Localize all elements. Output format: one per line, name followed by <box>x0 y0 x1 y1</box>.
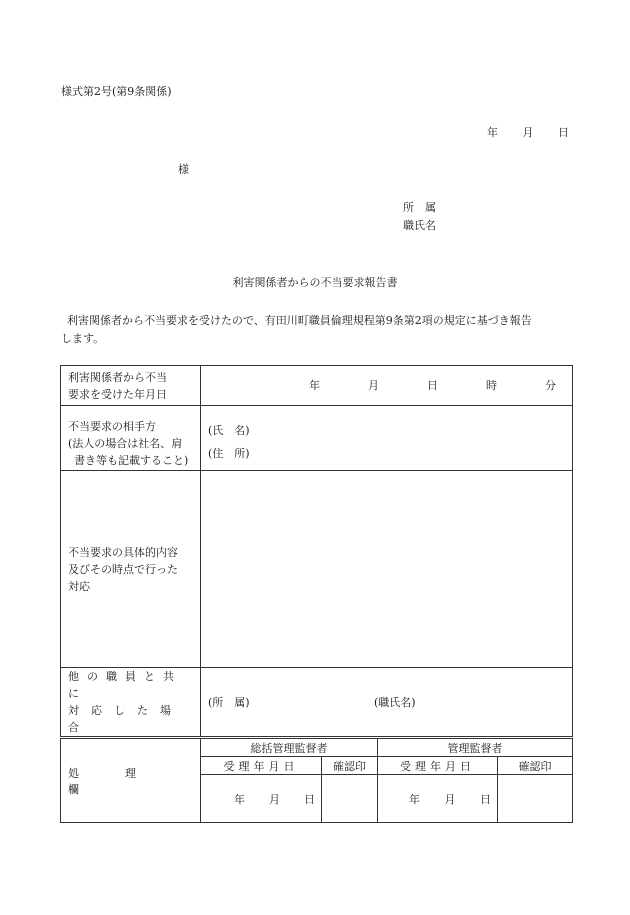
supervisor-header: 管理監督者 <box>378 739 573 757</box>
table-row <box>61 406 573 471</box>
general-month-unit: 月 <box>269 792 280 806</box>
form-number: 様式第2号(第9条関係) <box>61 85 172 98</box>
label-line: 要求を受けた年月日 <box>68 387 167 401</box>
table-row <box>61 366 573 406</box>
incident-year-unit: 年 <box>309 379 320 392</box>
label-line: 対応した場合 <box>68 704 183 734</box>
joint-name-field: (職氏名) <box>374 695 416 709</box>
joint-response-label <box>61 668 201 737</box>
label-line: 他の職員と共に <box>68 670 182 700</box>
general-supervisor-header: 総括管理監督者 <box>201 739 378 757</box>
supervisor-month-unit: 月 <box>444 792 456 806</box>
supervisor-received-date-cell <box>378 775 498 823</box>
supervisor-seal-header: 確認印 <box>498 757 573 775</box>
supervisor-year-unit: 年 <box>409 792 420 806</box>
table-row <box>61 739 573 757</box>
body-text-line1: 利害関係者から不当要求を受けたので、有田川町職員倫理規程第9条第2項の規定に基づき報告 <box>67 314 532 327</box>
label-line: 対応 <box>68 579 90 593</box>
table-row <box>61 471 573 668</box>
counterparty-label <box>61 406 201 471</box>
general-seal-cell <box>322 775 378 823</box>
incident-date-cell <box>201 366 573 406</box>
label-line: 書き等も記載すること) <box>74 454 189 467</box>
joint-affiliation-field: (所 属) <box>208 695 250 709</box>
sender-affiliation-label: 所 属 <box>403 201 436 214</box>
supervisor-seal-cell <box>498 775 573 823</box>
general-year-unit: 年 <box>234 792 245 806</box>
incident-month-unit: 月 <box>368 379 379 392</box>
incident-date-label <box>61 366 201 406</box>
supervisor-day-unit: 日 <box>480 792 491 806</box>
document-title: 利害関係者からの不当要求報告書 <box>232 276 398 289</box>
date-day-unit: 日 <box>558 126 569 139</box>
incident-hour-unit: 時 <box>486 379 497 392</box>
general-received-date-cell <box>201 775 322 823</box>
incident-details-cell <box>201 471 573 668</box>
incident-minute-unit: 分 <box>545 379 556 392</box>
processing-row-label: 処理欄 <box>68 766 182 796</box>
report-table <box>60 365 573 737</box>
counterparty-cell <box>201 406 573 471</box>
sender-name-label: 職氏名 <box>403 219 436 232</box>
label-line: 及びその時点で行った <box>68 562 178 576</box>
table-row <box>61 668 573 737</box>
general-seal-header: 確認印 <box>322 757 378 775</box>
general-day-unit: 日 <box>304 792 315 806</box>
joint-response-cell <box>201 668 573 737</box>
processing-label-cell <box>61 739 201 823</box>
label-line: 利害関係者から不当 <box>68 370 167 384</box>
date-line <box>487 124 569 140</box>
label-line: 不当要求の相手方 <box>68 420 156 433</box>
date-month-unit: 月 <box>522 126 534 139</box>
addressee-suffix: 様 <box>178 163 189 176</box>
label-line: (法人の場合は社名、肩 <box>68 437 183 450</box>
counterparty-name-field: (氏 名) <box>208 424 250 437</box>
date-year-unit: 年 <box>487 126 498 139</box>
body-text-line2: します。 <box>61 332 105 345</box>
general-received-date-header: 受理年月日 <box>201 757 322 775</box>
incident-details-label <box>61 471 201 668</box>
processing-table <box>60 738 573 823</box>
supervisor-received-date-header: 受理年月日 <box>378 757 498 775</box>
label-line: 不当要求の具体的内容 <box>68 545 178 559</box>
counterparty-address-field: (住 所) <box>208 447 250 460</box>
incident-day-unit: 日 <box>427 379 438 392</box>
